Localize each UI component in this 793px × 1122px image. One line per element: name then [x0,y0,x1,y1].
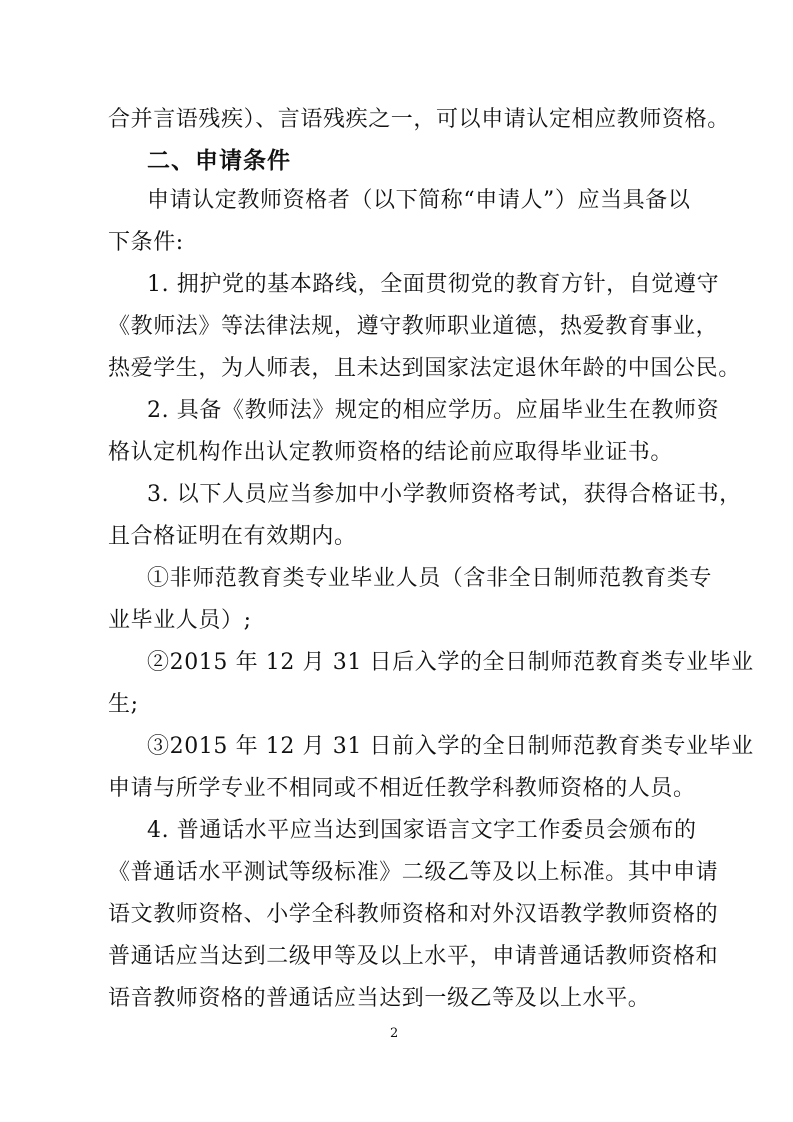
text-line: ②2015 年 12 月 31 日后入学的全日制师范教育类专业毕业 [147,650,754,675]
text-line: 合并言语残疾）、言语残疾之一，可以申请认定相应教师资格。 [108,107,730,132]
text-line: 申请与所学专业不相同或不相近任教学科教师资格的人员。 [108,776,696,801]
text-line: 4. 普通话水平应当达到国家语言文字工作委员会颁布的 [147,818,697,843]
text-line: 业毕业人员）; [108,608,252,633]
text-line: 2. 具备《教师法》规定的相应学历。应届毕业生在教师资 [147,398,720,423]
text-line: 1. 拥护党的基本路线，全面贯彻党的教育方针，自觉遵守 [147,272,720,297]
text-line: 热爱学生，为人师表，且未达到国家法定退休年龄的中国公民。 [108,356,741,381]
text-line: 格认定机构作出认定教师资格的结论前应取得毕业证书。 [108,440,674,465]
text-line: ③2015 年 12 月 31 日前入学的全日制师范教育类专业毕业 [147,734,754,759]
section-heading: 二、申请条件 [147,148,291,174]
text-line: 申请认定教师资格者（以下简称“申请人”）应当具备以 [147,188,691,213]
text-line: 《普通话水平测试等级标准》二级乙等及以上标准。其中申请 [108,860,719,885]
text-line: 3. 以下人员应当参加中小学教师资格考试，获得合格证书， [147,482,742,507]
text-line: 且合格证明在有效期内。 [108,524,357,549]
text-line: 下条件: [108,230,184,255]
text-line: 普通话应当达到二级甲等及以上水平，申请普通话教师资格和 [108,944,719,969]
text-line: 生; [108,692,139,717]
text-line: 《教师法》等法律法规，遵守教师职业道德，热爱教育事业， [108,314,719,339]
text-line: ①非师范教育类专业毕业人员（含非全日制师范教育类专 [147,566,713,591]
text-line: 语音教师资格的普通话应当达到一级乙等及以上水平。 [108,986,651,1011]
text-line: 语文教师资格、小学全科教师资格和对外汉语教学教师资格的 [108,902,719,927]
page-number: 2 [390,1026,399,1041]
